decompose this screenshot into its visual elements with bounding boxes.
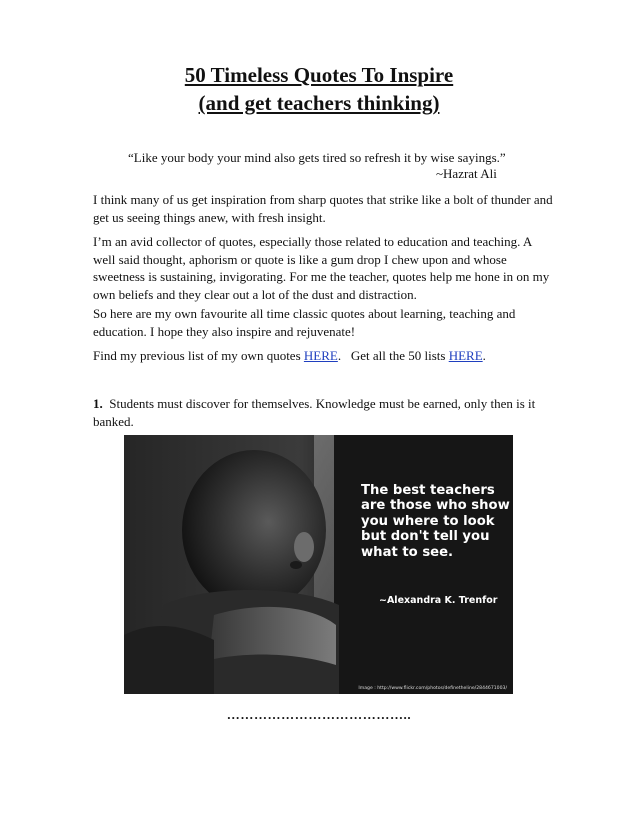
epigraph-quote: “Like your body your mind also gets tired so refresh it by wise sayings.” [128,150,506,165]
image-quote-text: The best teachers are those who show you where to look but don't tell you what to see. [361,483,510,560]
links-text-middle: . Get all the 50 lists [337,348,449,363]
image-credit: Image : http://www.flickr.com/photos/definetheline/2844671003/ [358,686,507,691]
document-title-line-1: 50 Timeless Quotes To Inspire [184,63,454,87]
links-paragraph [93,347,553,365]
document-title-line-2: (and get teachers thinking) [198,91,440,115]
links-text-after: . [482,348,486,363]
links-text-before: Find my previous list of my own quotes [93,348,304,363]
intro-paragraph-1: I think many of us get inspiration from sharp quotes that strike like a bolt of thunder and get us seeing things anew, with fresh insight. [93,192,553,225]
quote-image [124,435,513,694]
quote-item-number: 1. [93,396,103,411]
quote-item-1 [93,395,553,430]
intro-paragraph-3: So here are my own favourite all time classic quotes about learning, teaching and education. I hope they also inspire and rejuvenate! [93,306,516,339]
previous-quotes-link[interactable]: HERE [303,348,338,363]
photo-illustration [124,435,513,694]
all-lists-link[interactable]: HERE [448,348,483,363]
intro-paragraph-2: I’m an avid collector of quotes, especially those related to education and teaching. A well said thought, aphorism or quote is like a gum drop I chew upon and whose sweetness is sustaining, invigorating. For me the teacher, quotes help me hone in on my own beliefs and they clear out a lot of the dust and distraction. [93,234,550,302]
epigraph-attribution: ~Hazrat Ali [436,166,497,181]
section-separator: ………………………………….. [226,707,412,722]
quote-item-text: Students must discover for themselves. Knowledge must be earned, only then is it banked. [93,396,539,429]
image-quote-author: ~Alexandra K. Trenfor [379,595,498,606]
